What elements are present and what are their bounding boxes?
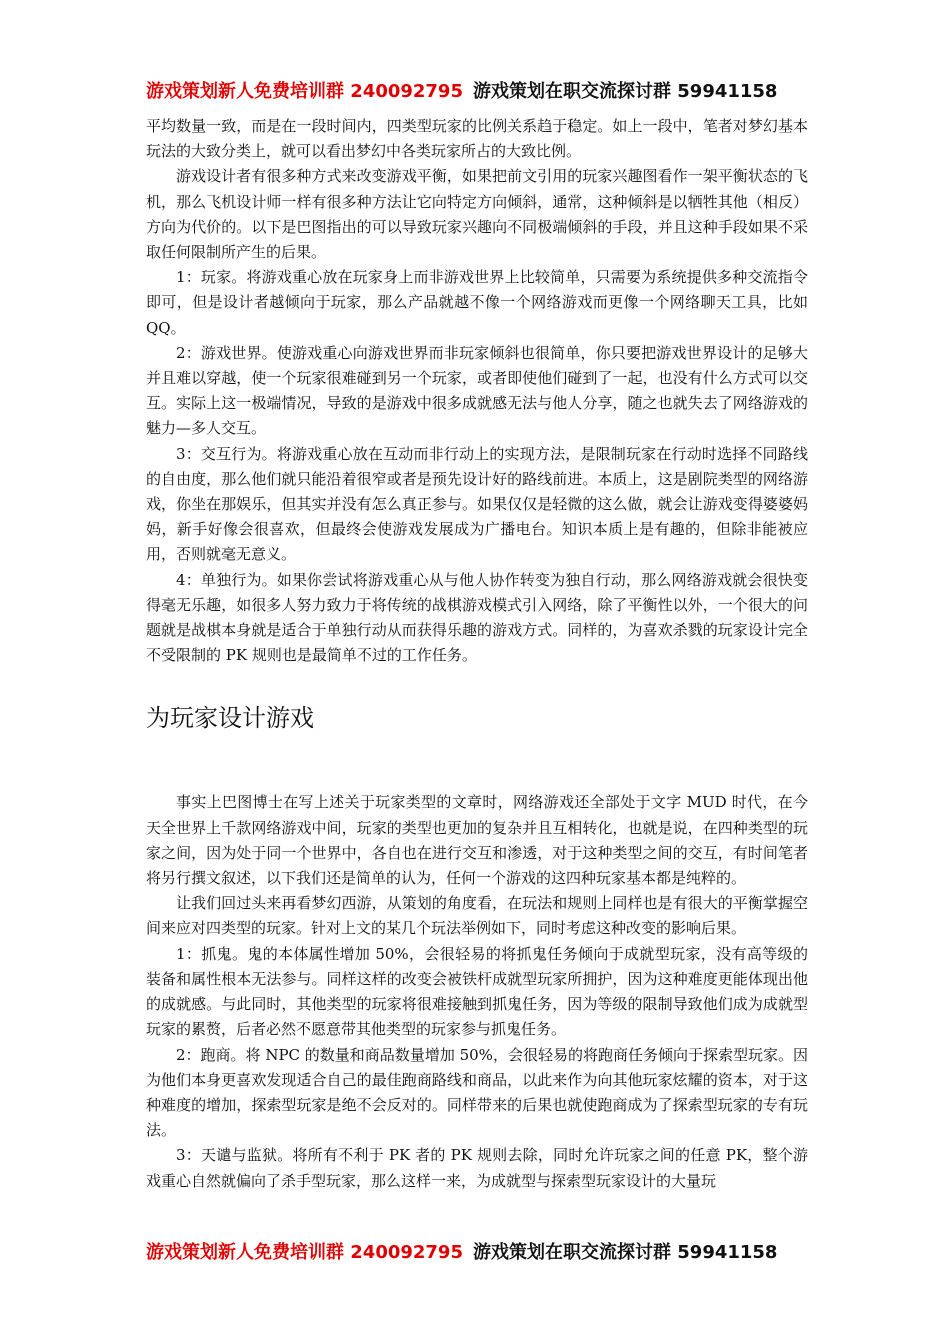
- paragraph: 4：单独行为。如果你尝试将游戏重心从与他人协作转变为独自行动，那么网络游戏就会很快变得毫无乐趣，如很多人努力致力于将传统的战棋游戏模式引入网络，除了平衡性以外，一个很大的问题就是战棋本身就是适合于单独行动从而获得乐趣的游戏方式。同样的，为喜欢杀戮的玩家设计完全不受限制的 PK 规则也是最简单不过的工作任务。: [146, 570, 808, 665]
- footer-banner: [146, 1238, 826, 1268]
- paragraph: 1：玩家。将游戏重心放在玩家身上而非游戏世界上比较简单，只需要为系统提供多种交流指令即可，但是设计者越倾向于玩家，那么产品就越不像一个网络游戏而更像一个网络聊天工具，比如 QQ。: [146, 268, 808, 337]
- section-2: [146, 790, 808, 1193]
- section-heading: 为玩家设计游戏: [146, 704, 314, 733]
- paragraph: 1：抓鬼。鬼的本体属性增加 50%，会很轻易的将抓鬼任务倾向于成就型玩家，没有高等级的装备和属性根本无法参与。同样这样的改变会被铁杆成就型玩家所拥护，因为这种难度更能体现出他的成就感。与此同时，其他类型的玩家将很难接触到抓鬼任务，因为等级的限制导致他们成为成就型玩家的累赘，后者必然不愿意带其他类型的玩家参与抓鬼任务。: [146, 944, 808, 1039]
- paragraph: 让我们回过头来再看梦幻西游，从策划的角度看，在玩法和规则上同样也是有很大的平衡掌握空间来应对四类型的玩家。针对上文的某几个玩法举例如下，同时考虑这种改变的影响后果。: [146, 894, 808, 938]
- paragraph: 3：天谴与监狱。将所有不利于 PK 者的 PK 规则去除，同时允许玩家之间的任意 PK，整个游戏重心自然就偏向了杀手型玩家，那么这样一来，为成就型与探索型玩家设计的大量玩: [146, 1146, 808, 1190]
- header-banner: [146, 77, 826, 107]
- footer-banner-training-group: 游戏策划新人免费培训群 240092795: [146, 1242, 463, 1263]
- paragraph: 游戏设计者有很多种方式来改变游戏平衡，如果把前文引用的玩家兴趣图看作一架平衡状态的飞机，那么飞机设计师一样有很多种方法让它向特定方向倾斜，通常，这种倾斜是以牺牲其他（相反）方向为代价的。以下是巴图指出的可以导致玩家兴趣向不同极端倾斜的手段，并且这种手段如果不采取任何限制所产生的后果。: [146, 167, 808, 262]
- header-banner-discussion-group: 游戏策划在职交流探讨群 59941158: [473, 81, 778, 102]
- paragraph: 2：游戏世界。使游戏重心向游戏世界而非玩家倾斜也很简单，你只要把游戏世界设计的足够大并且难以穿越，使一个玩家很难碰到另一个玩家，或者即使他们碰到了一起，也没有什么方式可以交互。实际上这一极端情况，导致的是游戏中很多成就感无法与他人分享，随之也就失去了网络游戏的魅力—多人交互。: [146, 343, 808, 438]
- paragraph: 3：交互行为。将游戏重心放在互动而非行动上的实现方法，是限制玩家在行动时选择不同路线的自由度，那么他们就只能沿着很窄或者是预先设计好的路线前进。本质上，这是剧院类型的网络游戏，你坐在那娱乐，但其实并没有怎么真正参与。如果仅仅是轻微的这么做，就会让游戏变得婆婆妈妈，新手好像会很喜欢，但最终会使游戏发展成为广播电台。知识本质上是有趣的，但除非能被应用，否则就毫无意义。: [146, 444, 808, 564]
- document-body: [146, 114, 808, 1194]
- header-banner-training-group: 游戏策划新人免费培训群 240092795: [146, 81, 463, 102]
- footer-banner-discussion-group: 游戏策划在职交流探讨群 59941158: [473, 1242, 778, 1263]
- paragraph: 2：跑商。将 NPC 的数量和商品数量增加 50%，会很轻易的将跑商任务倾向于探索型玩家。因为他们本身更喜欢发现适合自己的最佳跑商路线和商品，以此来作为向其他玩家炫耀的资本，对于这种难度的增加，探索型玩家是绝不会反对的。同样带来的后果也就使跑商成为了探索型玩家的专有玩法。: [146, 1045, 808, 1140]
- paragraph: 平均数量一致，而是在一段时间内，四类型玩家的比例关系趋于稳定。如上一段中，笔者对梦幻基本玩法的大致分类上，就可以看出梦幻中各类玩家所占的大致比例。: [146, 117, 808, 161]
- paragraph: 事实上巴图博士在写上述关于玩家类型的文章时，网络游戏还全部处于文字 MUD 时代，在今天全世界上千款网络游戏中间，玩家的类型也更加的复杂并且互相转化，也就是说，在四种类型的玩家之间，因为处于同一个世界中，各自也在进行交互和渗透，对于这种类型之间的交互，有时间笔者将另行撰文叙述，以下我们还是简单的认为，任何一个游戏的这四种玩家基本都是纯粹的。: [146, 793, 808, 888]
- section-1: [146, 114, 808, 668]
